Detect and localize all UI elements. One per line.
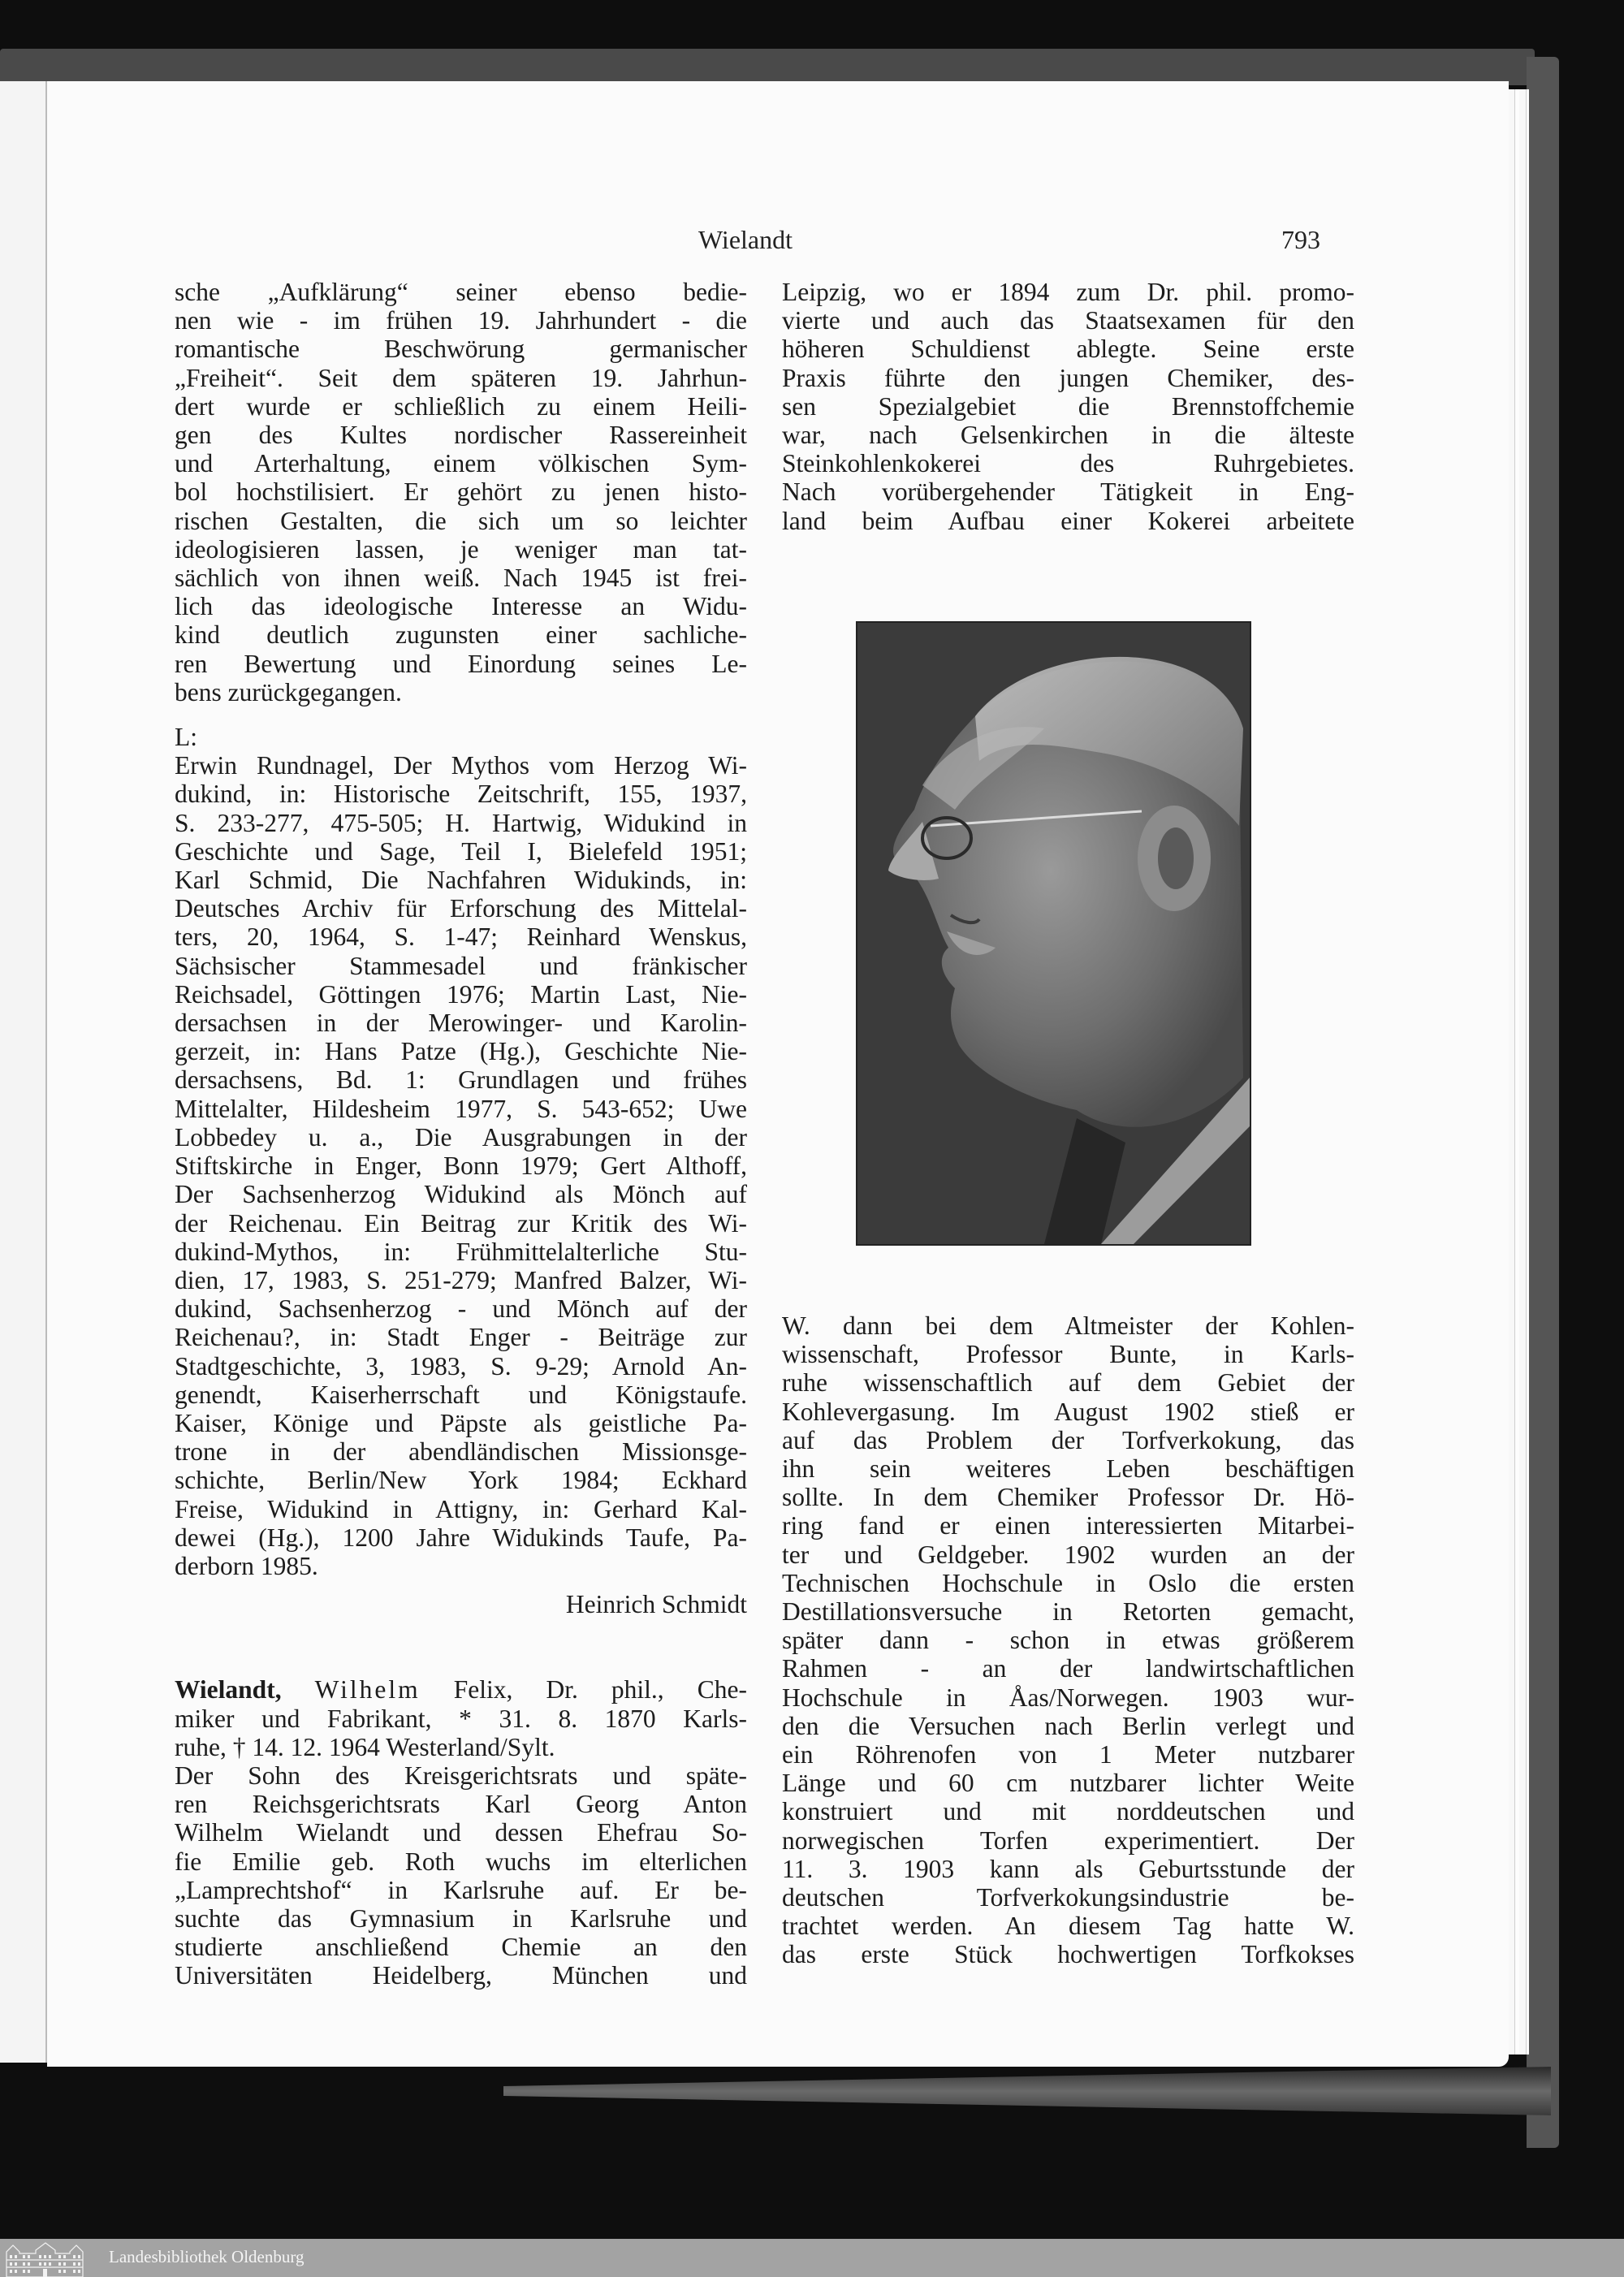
- text-line: ring fand er einen interessierten Mitarbei-: [782, 1511, 1354, 1540]
- literature-list: [175, 751, 747, 1580]
- text-line: Kohlevergasung. Im August 1902 stieß er: [782, 1397, 1354, 1426]
- literature-line: ters, 20, 1964, S. 1-47; Reinhard Wenskus,: [175, 922, 747, 952]
- text-line: suchte das Gymnasium in Karlsruhe und: [175, 1903, 747, 1933]
- book-cover-bottom-edge: [503, 2067, 1551, 2115]
- text-line: Rahmen - an der landwirtschaftlichen: [782, 1654, 1354, 1683]
- text-line: vierte und auch das Staatsexamen für den: [782, 306, 1354, 335]
- entry-header-line: ruhe, † 14. 12. 1964 Westerland/Sylt.: [175, 1732, 555, 1761]
- right-column-bottom: [782, 1311, 1354, 1969]
- literature-line: derborn 1985.: [175, 1551, 318, 1580]
- text-line: den die Versuchen nach Berlin verlegt und: [782, 1711, 1354, 1740]
- text-line: rischen Gestalten, die sich um so leichter: [175, 506, 747, 535]
- literature-line: Geschichte und Sage, Teil I, Bielefeld 1951;: [175, 836, 747, 866]
- text-line: fie Emilie geb. Roth wuchs im elterlichen: [175, 1847, 747, 1876]
- facing-page-sliver: [0, 81, 47, 2063]
- text-line: Nach vorübergehender Tätigkeit in Eng-: [782, 477, 1354, 507]
- literature-line: trone in der abendländischen Missionsge-: [175, 1437, 747, 1467]
- library-footer-bar: [0, 2239, 1624, 2277]
- literature-line: Kaiser, Könige und Päpste als geistliche Pa-: [175, 1408, 747, 1437]
- literature-line: gerzeit, in: Hans Patze (Hg.), Geschichte Nie-: [175, 1037, 747, 1066]
- literature-line: Mittelalter, Hildesheim 1977, S. 543-652; Uwe: [175, 1094, 747, 1123]
- text-line: ideologisieren lassen, je weniger man tat-: [175, 534, 747, 564]
- paragraph: [782, 1311, 1354, 1969]
- entry-lemma: Wielandt,: [175, 1675, 282, 1705]
- text-line: und Arterhaltung, einem völkischen Sym-: [175, 449, 747, 478]
- text-line: war, nach Gelsenkirchen in die älteste: [782, 421, 1354, 450]
- text-line: sen Spezialgebiet die Brennstoffchemie: [782, 391, 1354, 421]
- literature-line: Freise, Widukind in Attigny, in: Gerhard Kal-: [175, 1494, 747, 1523]
- text-line: ter und Geldgeber. 1902 wurden an der: [782, 1540, 1354, 1569]
- portrait-photo: [856, 621, 1251, 1246]
- text-line: Wilhelm Wielandt und dessen Ehefrau So-: [175, 1818, 747, 1847]
- literature-line: Stiftskirche in Enger, Bonn 1979; Gert Althoff,: [175, 1151, 747, 1181]
- literature-line: S. 233-277, 475-505; H. Hartwig, Widukind in: [175, 808, 747, 837]
- text-line: auf das Problem der Torfverkokung, das: [782, 1425, 1354, 1454]
- author-signature: Heinrich Schmidt: [565, 1590, 747, 1619]
- literature-line: dukind, Sachsenherzog - und Mönch auf der: [175, 1294, 747, 1324]
- left-column: [175, 278, 747, 1990]
- entry-given-name: Wilhelm: [314, 1675, 421, 1705]
- entry-header-line: [175, 1675, 747, 1704]
- text-line: höheren Schuldienst ablegte. Seine erste: [782, 335, 1354, 364]
- right-column-top: [782, 278, 1354, 535]
- literature-line: Karl Schmid, Die Nachfahren Widukinds, in:: [175, 866, 747, 895]
- text-line: Der Sohn des Kreisgerichtsrats und späte-: [175, 1761, 747, 1790]
- literature-line: Sächsischer Stammesadel und fränkischer: [175, 951, 747, 980]
- entry-header-rest: Felix, Dr. phil., Che-: [453, 1675, 747, 1705]
- text-line: norwegischen Torfen experimentiert. Der: [782, 1825, 1354, 1855]
- text-line: W. dann bei dem Altmeister der Kohlen-: [782, 1311, 1354, 1340]
- literature-line: genendt, Kaiserherrschaft und Königstaufe.: [175, 1380, 747, 1409]
- text-line: studierte anschließend Chemie an den: [175, 1933, 747, 1962]
- text-line: sollte. In dem Chemiker Professor Dr. Hö-: [782, 1483, 1354, 1512]
- literature-line: Deutsches Archiv für Erforschung des Mittelal-: [175, 894, 747, 923]
- text-line: deutschen Torfverkokungsindustrie be-: [782, 1883, 1354, 1912]
- text-line: Universitäten Heidelberg, München und: [175, 1961, 747, 1990]
- text-line: sche „Aufklärung“ seiner ebenso bedie-: [175, 278, 747, 306]
- literature-line: Erwin Rundnagel, Der Mythos vom Herzog Wi-: [175, 751, 747, 780]
- text-line: trachtet werden. An diesem Tag hatte W.: [782, 1912, 1354, 1941]
- text-line: wissenschaft, Professor Bunte, in Karls-: [782, 1340, 1354, 1369]
- text-line: nen wie - im frühen 19. Jahrhundert - die: [175, 306, 747, 335]
- literature-line: dersachsen in der Merowinger- und Karolin-: [175, 1009, 747, 1038]
- entry-header-line: miker und Fabrikant, * 31. 8. 1870 Karls-: [175, 1704, 747, 1733]
- previous-entry-conclusion: [175, 278, 747, 706]
- text-line: das erste Stück hochwertigen Torfkokses: [782, 1940, 1354, 1969]
- text-line: ren Bewertung und Einordung seines Le-: [175, 649, 747, 678]
- text-line: „Freiheit“. Seit dem späteren 19. Jahrhun-: [175, 363, 747, 392]
- entry-wielandt: [175, 1675, 747, 1990]
- page-number: 793: [1281, 225, 1320, 254]
- text-line: dert wurde er schließlich zu einem Heili-: [175, 391, 747, 421]
- literature-line: dewei (Hg.), 1200 Jahre Widukinds Taufe, Pa-: [175, 1523, 747, 1552]
- literature-line: dien, 17, 1983, S. 251-279; Manfred Balzer, Wi-: [175, 1265, 747, 1294]
- text-line: bol hochstilisiert. Er gehört zu jenen histo-: [175, 477, 747, 507]
- text-line: 11. 3. 1903 kann als Geburtsstunde der: [782, 1854, 1354, 1883]
- text-line: gen des Kultes nordischer Rassereinheit: [175, 421, 747, 450]
- text-line: land beim Aufbau einer Kokerei arbeitete: [782, 506, 1354, 535]
- literature-line: dukind, in: Historische Zeitschrift, 155, 1937,: [175, 780, 747, 809]
- literature-line: dukind-Mythos, in: Frühmittelalterliche Stu-: [175, 1237, 747, 1266]
- text-line: konstruiert und mit norddeutschen und: [782, 1797, 1354, 1826]
- literature-line: schichte, Berlin/New York 1984; Eckhard: [175, 1466, 747, 1495]
- text-line: „Lamprechtshof“ in Karlsruhe auf. Er be-: [175, 1875, 747, 1904]
- text-line: Destillationsversuche in Retorten gemacht,: [782, 1597, 1354, 1627]
- book-cover-right-edge: [1527, 57, 1559, 2148]
- text-line: ihn sein weiteres Leben beschäftigen: [782, 1454, 1354, 1484]
- literature-line: Reichsadel, Göttingen 1976; Martin Last, Nie-: [175, 979, 747, 1009]
- literature-label: L:: [175, 723, 197, 752]
- text-line: kind deutlich zugunsten einer sachliche-: [175, 620, 747, 650]
- text-line: Technischen Hochschule in Oslo die ersten: [782, 1568, 1354, 1597]
- book-cover-top-edge: [0, 49, 1535, 85]
- literature-line: der Reichenau. Ein Beitrag zur Kritik des Wi-: [175, 1208, 747, 1238]
- text-line: bens zurückgegangen.: [175, 677, 402, 706]
- portrait-figure-icon: [857, 623, 1250, 1244]
- literature-line: Lobbedey u. a., Die Ausgrabungen in der: [175, 1122, 747, 1151]
- text-line: ein Röhrenofen von 1 Meter nutzbarer: [782, 1740, 1354, 1769]
- text-line: Länge und 60 cm nutzbarer lichter Weite: [782, 1769, 1354, 1798]
- text-line: sächlich von ihnen weiß. Nach 1945 ist frei-: [175, 564, 747, 593]
- text-line: Steinkohlenkokerei des Ruhrgebietes.: [782, 449, 1354, 478]
- literature-line: Reichenau?, in: Stadt Enger - Beiträge zur: [175, 1323, 747, 1352]
- running-head-title: Wielandt: [698, 225, 793, 254]
- text-line: Praxis führte den jungen Chemiker, des-: [782, 363, 1354, 392]
- literature-line: dersachsens, Bd. 1: Grundlagen und frühes: [175, 1065, 747, 1095]
- library-building-icon: [5, 2242, 84, 2277]
- literature-line: Der Sachsenherzog Widukind als Mönch auf: [175, 1180, 747, 1209]
- text-line: Hochschule in Åas/Norwegen. 1903 wur-: [782, 1683, 1354, 1712]
- text-line: ruhe wissenschaftlich auf dem Gebiet der: [782, 1368, 1354, 1398]
- library-name: Landesbibliothek Oldenburg: [109, 2247, 304, 2266]
- text-line: später dann - schon in etwas größerem: [782, 1626, 1354, 1655]
- text-line: Leipzig, wo er 1894 zum Dr. phil. promo-: [782, 278, 1354, 306]
- text-line: lich das ideologische Interesse an Widu-: [175, 592, 747, 621]
- literature-line: Stadtgeschichte, 3, 1983, S. 9-29; Arnold An-: [175, 1351, 747, 1380]
- paragraph: [782, 278, 1354, 535]
- text-line: romantische Beschwörung germanischer: [175, 335, 747, 364]
- text-line: ren Reichsgerichtsrats Karl Georg Anton: [175, 1790, 747, 1819]
